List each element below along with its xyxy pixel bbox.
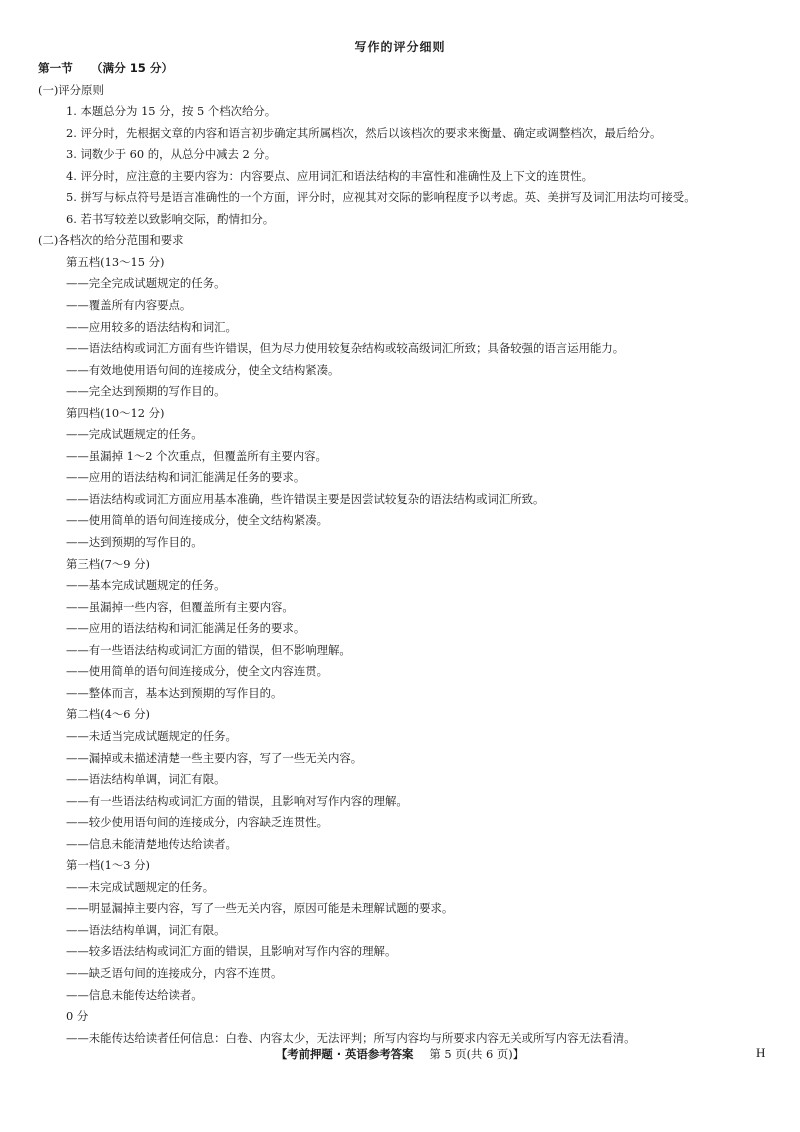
section-heading bbox=[38, 58, 768, 80]
level-criterion: ——未适当完成试题规定的任务。 bbox=[66, 728, 237, 743]
principles-heading: (一)评分原则 bbox=[38, 82, 104, 97]
level-criterion: ——信息未能传达给读者。 bbox=[66, 987, 203, 1002]
level-criterion: ——明显漏掉主要内容，写了一些无关内容，原因可能是未理解试题的要求。 bbox=[66, 901, 454, 916]
level-criterion: ——应用较多的语法结构和词汇。 bbox=[66, 319, 237, 334]
level-criterion: ——有效地使用语句间的连接成分，使全文结构紧凑。 bbox=[66, 362, 340, 377]
level-criterion: ——完成试题规定的任务。 bbox=[66, 427, 203, 442]
level-criterion: ——应用的语法结构和词汇能满足任务的要求。 bbox=[66, 470, 306, 485]
section-score: （满分 15 分） bbox=[90, 61, 174, 75]
level-criterion: ——缺乏语句间的连接成分，内容不连贯。 bbox=[66, 965, 283, 980]
principle-item: 1. 本题总分为 15 分，按 5 个档次给分。 bbox=[66, 104, 277, 119]
level-heading: 第五档(13～15 分) bbox=[66, 254, 165, 269]
level-criterion: ——基本完成试题规定的任务。 bbox=[66, 578, 226, 593]
principle-item: 4. 评分时，应注意的主要内容为：内容要点、应用词汇和语法结构的丰富性和准确性及上下文的连贯性。 bbox=[66, 168, 594, 183]
content-body bbox=[38, 58, 768, 1049]
section-label: 第一节 bbox=[38, 61, 73, 75]
level-heading: 第一档(1～3 分) bbox=[66, 858, 150, 873]
level-criterion: ——漏掉或未描述清楚一些主要内容，写了一些无关内容。 bbox=[66, 750, 363, 765]
footer-page-number: 第 5 页(共 6 页)】 bbox=[429, 1047, 525, 1061]
level-criterion: ——信息未能清楚地传达给读者。 bbox=[66, 836, 237, 851]
principle-item: 6. 若书写较差以致影响交际，酌情扣分。 bbox=[66, 211, 275, 226]
level-criterion: ——虽漏掉一些内容，但覆盖所有主要内容。 bbox=[66, 599, 294, 614]
level-criterion: ——应用的语法结构和词汇能满足任务的要求。 bbox=[66, 621, 306, 636]
level-criterion: ——语法结构单调，词汇有限。 bbox=[66, 922, 226, 937]
levels-list bbox=[38, 252, 768, 1049]
level-criterion: ——达到预期的写作目的。 bbox=[66, 535, 203, 550]
level-criterion: ——较少使用语句间的连接成分，内容缺乏连贯性。 bbox=[66, 815, 328, 830]
footer-source: 【考前押题 · 英语参考答案 bbox=[275, 1047, 414, 1061]
page-title: 写作的评分细则 bbox=[354, 40, 446, 54]
principle-item: 3. 词数少于 60 的，从总分中减去 2 分。 bbox=[66, 147, 277, 162]
level-criterion: ——较多语法结构或词汇方面的错误，且影响对写作内容的理解。 bbox=[66, 944, 397, 959]
level-heading: 第三档(7～9 分) bbox=[66, 556, 150, 571]
principles-list bbox=[38, 101, 768, 230]
level-criterion: ——未能传达给读者任何信息：白卷、内容太少，无法评判；所写内容均与所要求内容无关或所写内容无法看清。 bbox=[66, 1030, 636, 1045]
level-heading: 0 分 bbox=[66, 1009, 89, 1024]
level-criterion: ——使用简单的语句间连接成分，使全文结构紧凑。 bbox=[66, 513, 328, 528]
level-criterion: ——整体而言，基本达到预期的写作目的。 bbox=[66, 685, 283, 700]
level-criterion: ——语法结构单调，词汇有限。 bbox=[66, 772, 226, 787]
level-criterion: ——虽漏掉 1～2 个次重点，但覆盖所有主要内容。 bbox=[66, 448, 327, 463]
footer-version-mark: H bbox=[756, 1045, 766, 1060]
level-criterion: ——有一些语法结构或词汇方面的错误，但不影响理解。 bbox=[66, 642, 351, 657]
levels-heading: (二)各档次的给分范围和要求 bbox=[38, 233, 184, 248]
level-criterion: ——未完成试题规定的任务。 bbox=[66, 879, 215, 894]
level-heading: 第二档(4～6 分) bbox=[66, 707, 150, 722]
level-criterion: ——语法结构或词汇方面应用基本准确，些许错误主要是因尝试较复杂的语法结构或词汇所致。 bbox=[66, 491, 545, 506]
level-criterion: ——完全达到预期的写作目的。 bbox=[66, 384, 226, 399]
principle-item: 5. 拼写与标点符号是语言准确性的一个方面，评分时，应视其对交际的影响程度予以考虑。英、美拼写及词汇用法均可接受。 bbox=[66, 190, 696, 205]
page-footer bbox=[0, 1046, 800, 1062]
level-criterion: ——使用简单的语句间连接成分，使全文内容连贯。 bbox=[66, 664, 328, 679]
level-criterion: ——完全完成试题规定的任务。 bbox=[66, 276, 226, 291]
level-criterion: ——语法结构或词汇方面有些许错误，但为尽力使用较复杂结构或较高级词汇所致；具备较强的语言运用能力。 bbox=[66, 341, 625, 356]
level-criterion: ——有一些语法结构或词汇方面的错误，且影响对写作内容的理解。 bbox=[66, 793, 408, 808]
level-criterion: ——覆盖所有内容要点。 bbox=[66, 298, 192, 313]
principle-item: 2. 评分时，先根据文章的内容和语言初步确定其所属档次，然后以该档次的要求来衡量、确定或调整档次，最后给分。 bbox=[66, 125, 662, 140]
level-heading: 第四档(10～12 分) bbox=[66, 405, 165, 420]
